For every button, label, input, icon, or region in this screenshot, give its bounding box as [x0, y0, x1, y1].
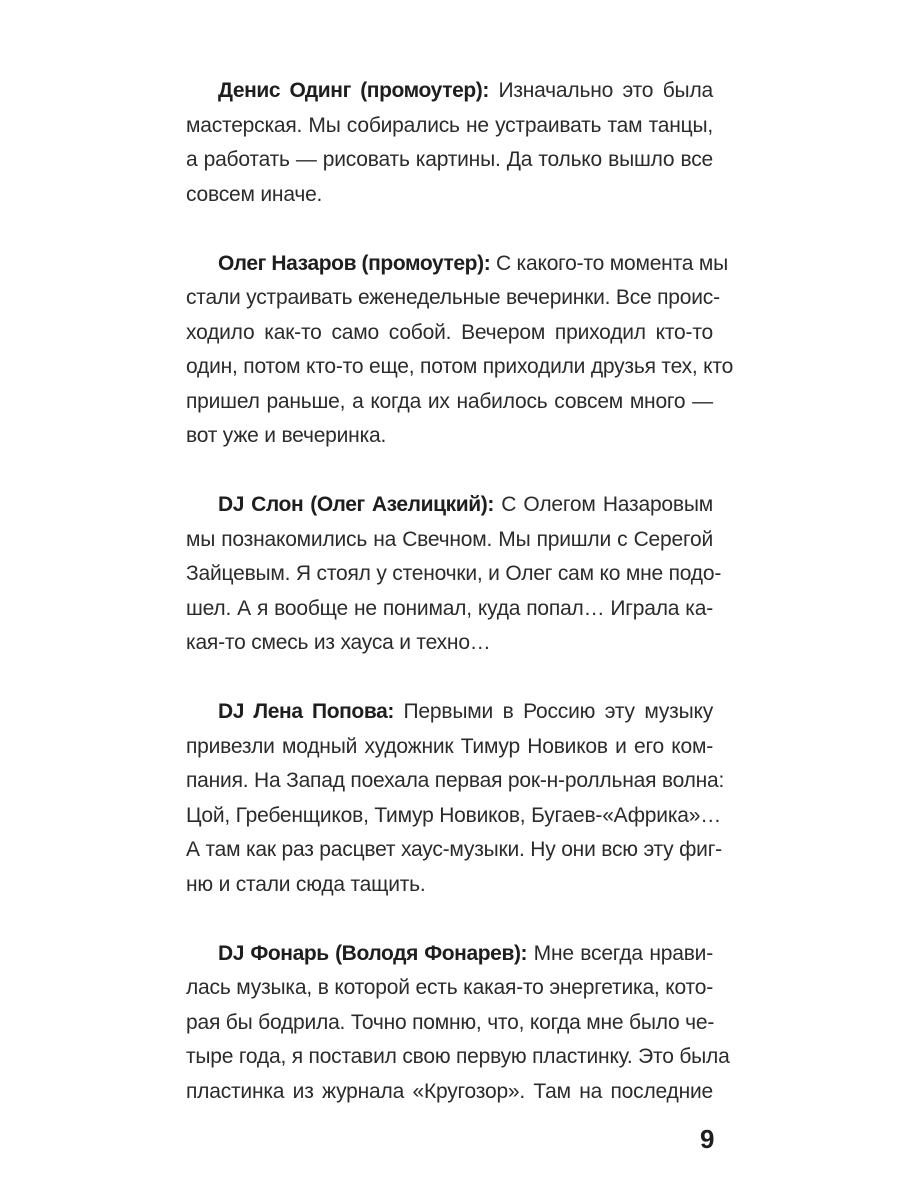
page-body [186, 74, 734, 1144]
interview-paragraph [186, 74, 713, 212]
line-text: шел. А я вообще не понимал, куда попал… Играла ка- [186, 596, 713, 620]
interview-paragraph [186, 247, 734, 454]
line-text: А там как раз расцвет хаус-музыки. Ну они всю эту фиг- [186, 838, 722, 861]
text-line [186, 178, 713, 213]
interview-paragraph [186, 488, 722, 661]
line-text: один, потом кто-то еще, потом приходили друзья тех, кто [186, 355, 734, 378]
text-line [186, 557, 722, 592]
text-line [186, 730, 713, 765]
text-line [186, 143, 713, 178]
text-line [186, 626, 713, 661]
text-line [186, 316, 713, 351]
line-text: привезли модный художник Тимур Новиков и его ком- [186, 734, 713, 758]
text-line [186, 350, 734, 385]
interview-paragraph [186, 695, 725, 902]
text-line [186, 523, 713, 558]
line-text: а работать — рисовать картины. Да только вышло все [186, 148, 713, 171]
line-text: С Олегом Назаровым [493, 493, 713, 516]
line-text: Цой, Гребенщиков, Тимур Новиков, Бугаев-«Африка»… [186, 803, 722, 827]
text-line [186, 1075, 713, 1110]
interview-paragraph [186, 937, 730, 1110]
text-line [186, 247, 729, 282]
text-line [186, 385, 713, 420]
line-text: Мне всегда нрави- [527, 941, 713, 965]
text-line [186, 281, 720, 316]
text-line [186, 937, 713, 972]
text-line [186, 868, 713, 903]
line-text: ню и стали сюда тащить. [186, 872, 426, 896]
text-line [186, 1040, 730, 1075]
line-text: Первыми в Россию эту музыку [393, 700, 713, 723]
text-line [186, 1006, 713, 1041]
line-text: пришел раньше, а когда их набилось совсем много — [186, 389, 713, 413]
speaker-name: Олег Назаров (промоутер): [218, 251, 491, 275]
line-text: мы познакомились на Свечном. Мы пришли с Серегой [186, 527, 713, 551]
line-text: ходило как-то само собой. Вечером приходил кто-то [186, 320, 713, 344]
text-line [186, 971, 713, 1006]
speaker-name: DJ Слон (Олег Азелицкий): [218, 493, 494, 516]
speaker-name: Денис Одинг (промоутер): [218, 79, 489, 102]
text-line [186, 764, 725, 799]
text-line [186, 74, 713, 109]
speaker-name: DJ Лена Попова: [218, 700, 394, 723]
text-line [186, 419, 713, 454]
line-text: рая бы бодрила. Точно помню, что, когда мне было че- [186, 1010, 715, 1034]
speaker-name: DJ Фонарь (Володя Фонарев): [218, 941, 528, 965]
text-line [186, 488, 713, 523]
line-text: пания. На Запад поехала первая рок-н-ролльная волна: [186, 769, 725, 792]
line-text: Изначально это была [488, 79, 713, 102]
line-text: пластинка из журнала «Кругозор». Там на последние [186, 1079, 713, 1103]
line-text: лась музыка, в которой есть какая-то энергетика, кото- [186, 976, 713, 999]
text-line [186, 799, 722, 834]
line-text: кая-то смесь из хауса и техно… [186, 631, 491, 654]
text-line [186, 695, 713, 730]
text-line [186, 833, 722, 868]
line-text: совсем иначе. [186, 182, 323, 206]
line-text: С какого-то момента мы [490, 251, 729, 275]
line-text: тыре года, я поставил свою первую пластинку. Это была [186, 1045, 730, 1068]
line-text: Зайцевым. Я стоял у стеночки, и Олег сам ко мне подо- [186, 562, 722, 585]
line-text: вот уже и вечеринка. [186, 424, 387, 447]
page-number: 9 [700, 1124, 715, 1154]
line-text: стали устраивать еженедельные вечеринки. Все проис- [186, 286, 720, 309]
line-text: мастерская. Мы собирались не устраивать там танцы, [186, 113, 713, 137]
text-line [186, 592, 713, 627]
text-line [186, 109, 713, 144]
